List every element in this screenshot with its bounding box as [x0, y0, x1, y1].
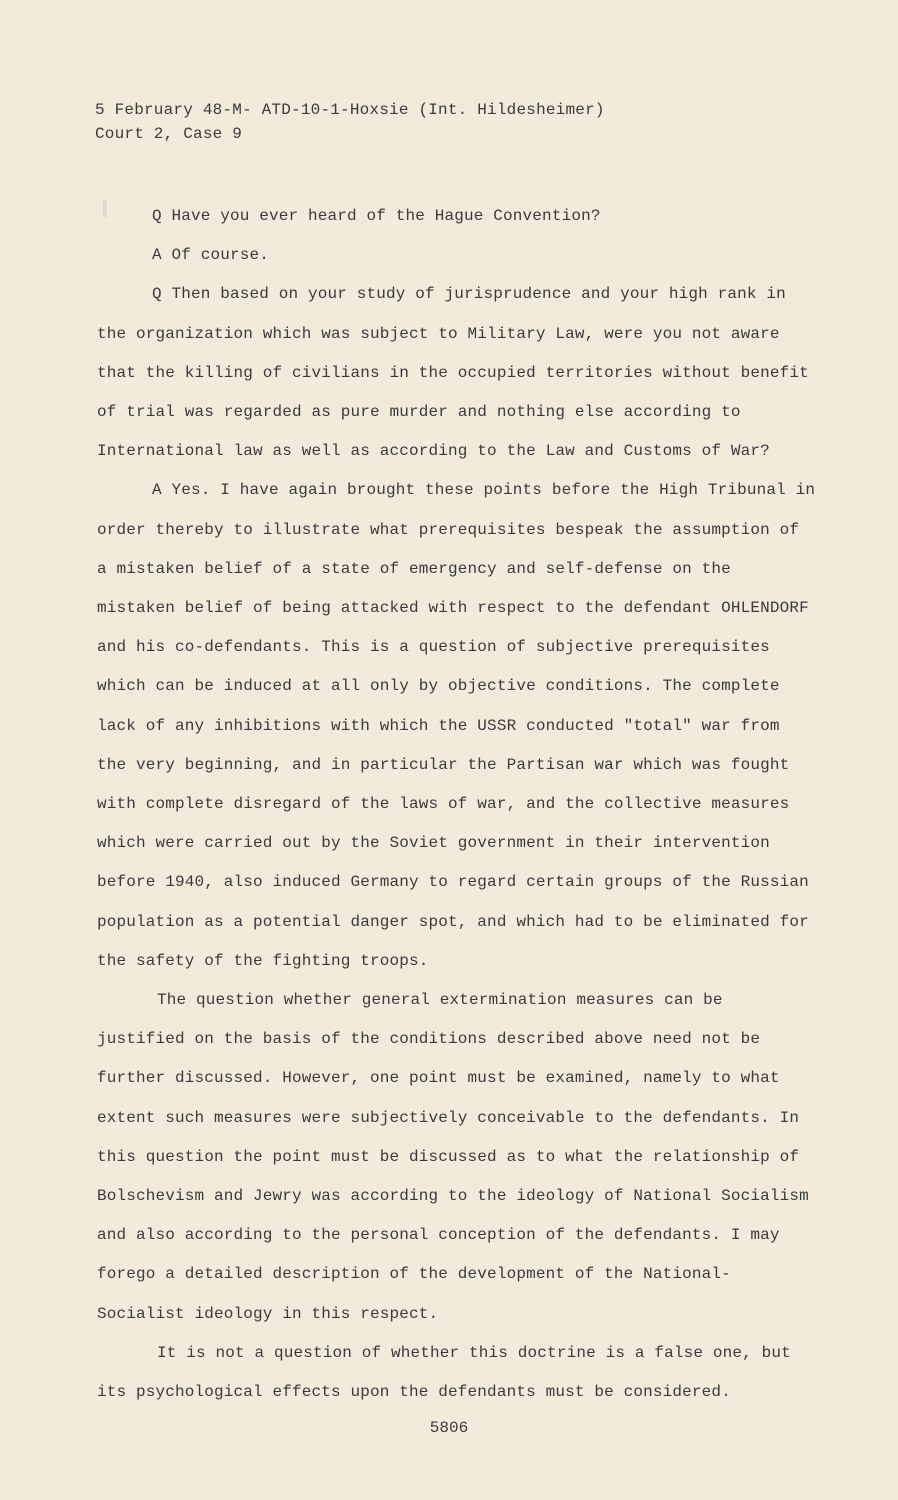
answer-prerequisites: A Yes. I have again brought these points before the High Tribunal in order thereby to illustrate what prerequisites bespeak the assumption of a mistaken belief of a state of emergency and self-defense on the mistaken belief of being attacked with respect to the defendant OHLENDORF and his co-defendants. This is a question of subjective prerequisites which can be induced at all only by objective conditions. The complete lack of any inhibitions with which the USSR conducted "total" war from the very beginning, and in particular the Partisan war which was fought with complete disregard of the laws of war, and the collective measures which were carried out by the Soviet government in their intervention before 1940, also induced Germany to regard certain groups of the Russian population as a potential danger spot, and which had to be eliminated for the safety of the fighting troops.: [97, 481, 816, 970]
question-international-law: Q Then based on your study of jurisprudence and your high rank in the organization which was subject to Military Law, were you not aware that the killing of civilians in the occupied territories without benefit of trial was regarded as pure murder and nothing else according to International law as well as according to the Law and Customs of War?: [97, 285, 809, 461]
document-header: [95, 98, 605, 146]
paragraph-extermination-measures: The question whether general extermination measures can be justified on the basis of the conditions described above need not be further discussed. However, one point must be examined, namely to what extent such measures were subjectively conceivable to the defendants. In this question the point must be discussed as to what the relationship of Bolschevism and Jewry was according to the ideology of National Socialism and also according to the personal conception of the defendants. I may forego a detailed description of the development of the National-Socialist ideology in this respect.: [97, 991, 809, 1323]
question-hague-convention: Q Have you ever heard of the Hague Convention?: [152, 207, 601, 225]
answer-of-course: A Of course.: [152, 246, 270, 265]
document-body: [97, 197, 817, 1412]
header-line-1: 5 February 48-M- ATD-10-1-Hoxsie (Int. Hildesheimer): [95, 101, 605, 119]
header-line-2: Court 2, Case 9: [95, 125, 243, 143]
page-number: 5806: [429, 1419, 469, 1437]
paragraph-doctrine: It is not a question of whether this doctrine is a false one, but its psychological effects upon the defendants must be considered.: [97, 1343, 791, 1402]
